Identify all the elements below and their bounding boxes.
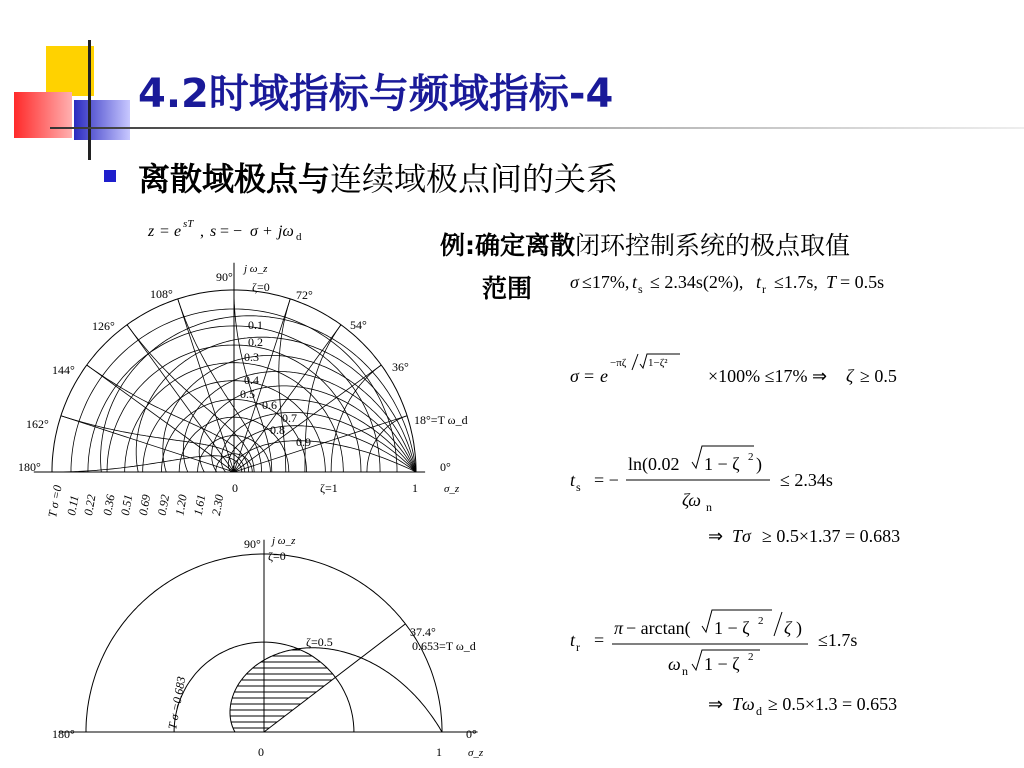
z-plane-grid-chart bbox=[0, 250, 480, 522]
svg-text:≤1.7s: ≤1.7s bbox=[818, 630, 858, 650]
top-tsigma-label: 0.36 bbox=[100, 493, 118, 517]
svg-text:≤ 2.34s: ≤ 2.34s bbox=[780, 470, 833, 490]
bottom-tw-label: 0.653=T ω_d bbox=[412, 639, 476, 653]
top-tsigma-label: 0.22 bbox=[81, 493, 99, 517]
rise-result bbox=[706, 688, 986, 718]
mapping-formula bbox=[146, 214, 366, 244]
top-zeta-04: 0.4 bbox=[244, 373, 259, 387]
svg-text:1 − ζ: 1 − ζ bbox=[704, 654, 740, 674]
svg-text:ζω: ζω bbox=[682, 490, 701, 510]
svg-text:≤17%,: ≤17%, bbox=[582, 272, 630, 292]
svg-text:,: , bbox=[200, 223, 204, 240]
svg-text:Tσ: Tσ bbox=[732, 526, 751, 546]
example-line2: 范围 bbox=[482, 274, 533, 303]
svg-text:ζ: ζ bbox=[784, 618, 792, 638]
svg-text:σ: σ bbox=[570, 272, 579, 292]
top-zeta-06: 0.6 bbox=[262, 398, 277, 412]
top-zeta-03: 0.3 bbox=[244, 350, 259, 364]
top-tsigma-label: 0.51 bbox=[117, 493, 136, 517]
top-angle-72: 72° bbox=[296, 288, 313, 302]
top-angle-108: 108° bbox=[150, 287, 173, 301]
svg-text:Tω: Tω bbox=[732, 694, 755, 714]
bullet-icon bbox=[104, 170, 116, 182]
top-angle-162: 162° bbox=[26, 417, 49, 431]
svg-text:ζ: ζ bbox=[846, 366, 854, 386]
svg-text:t: t bbox=[632, 272, 638, 292]
bottom-radial-line bbox=[264, 624, 405, 732]
top-zeta-02: 0.2 bbox=[248, 335, 263, 349]
top-axis-y: j ω_z bbox=[244, 263, 268, 275]
decor-horizontal-line bbox=[50, 127, 1024, 129]
top-angle-180: 180° bbox=[18, 460, 41, 474]
top-angle-90: 90° bbox=[216, 270, 233, 284]
z-plane-region-chart bbox=[0, 526, 500, 768]
top-axis-x: σ_z bbox=[444, 483, 460, 495]
svg-text:≥ 0.5×1.3 = 0.653: ≥ 0.5×1.3 = 0.653 bbox=[768, 694, 898, 714]
svg-text:=: = bbox=[594, 630, 605, 650]
bottom-angle-374: 37.4° bbox=[410, 625, 436, 639]
svg-text:): ) bbox=[756, 454, 762, 474]
svg-text:−πζ: −πζ bbox=[610, 357, 627, 369]
svg-text:σ: σ bbox=[570, 366, 579, 386]
svg-text:σ: σ bbox=[250, 223, 258, 240]
top-tsigma-label: 0.11 bbox=[64, 494, 82, 517]
top-zeta-07: 0.7 bbox=[282, 411, 297, 425]
svg-text:2: 2 bbox=[758, 615, 764, 627]
svg-text:+: + bbox=[263, 223, 273, 240]
bottom-angle-180: 180° bbox=[52, 727, 75, 741]
decor-vertical-line bbox=[88, 40, 91, 160]
svg-text:r: r bbox=[762, 282, 766, 296]
svg-text:≤1.7s,: ≤1.7s, bbox=[774, 272, 818, 292]
svg-text:jω: jω bbox=[278, 223, 294, 240]
top-tsigma-label: 2.30 bbox=[208, 493, 227, 517]
svg-text:≥ 0.5: ≥ 0.5 bbox=[860, 366, 897, 386]
bottom-origin: 0 bbox=[258, 745, 264, 759]
svg-text:t: t bbox=[756, 272, 762, 292]
svg-text:ω: ω bbox=[668, 654, 681, 674]
svg-text:e: e bbox=[600, 366, 608, 386]
svg-text:×100% ≤17% ⇒: ×100% ≤17% ⇒ bbox=[708, 366, 828, 386]
svg-text:t: t bbox=[570, 470, 576, 490]
bottom-axis-x: σ_z bbox=[468, 747, 484, 759]
top-zeta-0: ζ=0 bbox=[252, 280, 270, 294]
top-tsigma-label: 1.61 bbox=[190, 493, 209, 517]
tsigma-labels bbox=[45, 484, 226, 518]
bottom-angle-90: 90° bbox=[244, 537, 261, 551]
svg-text:t: t bbox=[570, 630, 576, 650]
top-zeta-08: 0.8 bbox=[270, 423, 285, 437]
svg-text:s: s bbox=[210, 223, 217, 240]
top-tsigma-label: T σ =0 bbox=[45, 484, 65, 519]
svg-text:= 0.5s: = 0.5s bbox=[840, 272, 885, 292]
bottom-zeta-05: ζ=0.5 bbox=[306, 635, 333, 649]
bullet-rest: 连续域极点间的关系 bbox=[330, 160, 619, 198]
top-zeta-09: 0.9 bbox=[296, 435, 311, 449]
svg-text:s: s bbox=[638, 282, 643, 296]
top-zeta-05: 0.5 bbox=[240, 387, 255, 401]
svg-text:1−ζ²: 1−ζ² bbox=[648, 357, 668, 369]
rise-formula bbox=[568, 606, 908, 686]
svg-text:≥ 0.5×1.37 = 0.683: ≥ 0.5×1.37 = 0.683 bbox=[762, 526, 901, 546]
top-origin: 0 bbox=[232, 481, 238, 495]
svg-text:=: = bbox=[160, 223, 170, 240]
top-angle-126: 126° bbox=[92, 319, 115, 333]
svg-text:n: n bbox=[706, 500, 712, 514]
svg-text:π: π bbox=[614, 618, 624, 638]
svg-text:r: r bbox=[576, 640, 580, 654]
top-tsigma-label: 0.69 bbox=[135, 493, 154, 517]
decor-blue-square bbox=[74, 100, 130, 140]
svg-text:1 − ζ: 1 − ζ bbox=[704, 454, 740, 474]
example-bold: 例:确定离散 bbox=[440, 231, 575, 260]
svg-text:): ) bbox=[796, 618, 802, 638]
top-zeta-01: 0.1 bbox=[248, 318, 263, 332]
svg-text:e: e bbox=[174, 223, 182, 240]
top-angle-36: 36° bbox=[392, 360, 409, 374]
top-angle-144: 144° bbox=[52, 363, 75, 377]
top-zeta-curve bbox=[233, 441, 416, 472]
svg-text:d: d bbox=[756, 704, 762, 718]
top-angle-54: 54° bbox=[350, 318, 367, 332]
top-one: 1 bbox=[412, 481, 418, 495]
svg-text:s: s bbox=[576, 480, 581, 494]
svg-text:ln(0.02: ln(0.02 bbox=[628, 454, 680, 474]
svg-text:= −: = − bbox=[594, 470, 619, 490]
svg-text:2: 2 bbox=[748, 451, 754, 463]
bottom-zeta-0: ζ=0 bbox=[268, 549, 286, 563]
overshoot-formula bbox=[568, 348, 968, 392]
svg-text:⇒: ⇒ bbox=[708, 694, 724, 714]
bullet-text bbox=[138, 154, 618, 200]
svg-text:≤ 2.34s(2%),: ≤ 2.34s(2%), bbox=[650, 272, 744, 292]
svg-text:sT: sT bbox=[183, 218, 194, 230]
bottom-zeta05-curve bbox=[230, 648, 442, 732]
example-rest: 闭环控制系统的极点取值 bbox=[575, 231, 851, 260]
svg-text:2: 2 bbox=[748, 651, 754, 663]
top-geometry bbox=[34, 263, 425, 472]
top-wn-curve bbox=[52, 456, 242, 472]
top-angle-0: 0° bbox=[440, 460, 451, 474]
svg-text:T: T bbox=[826, 272, 837, 292]
settling-result bbox=[706, 520, 986, 550]
svg-text:− arctan(: − arctan( bbox=[626, 618, 691, 638]
bottom-one: 1 bbox=[436, 745, 442, 759]
page-title: 4.2时域指标与频域指标-4 bbox=[138, 71, 614, 117]
svg-text:n: n bbox=[682, 664, 688, 678]
svg-text:d: d bbox=[296, 231, 302, 243]
bottom-angle-0: 0° bbox=[466, 727, 477, 741]
top-wn-curve bbox=[127, 325, 254, 472]
settling-formula bbox=[568, 440, 868, 520]
top-wn-curve bbox=[279, 299, 290, 472]
top-tsigma-label: 0.92 bbox=[154, 493, 173, 517]
top-angle-18: 18°=T ω_d bbox=[414, 413, 468, 427]
svg-text:z: z bbox=[148, 223, 155, 240]
svg-text:1 − ζ: 1 − ζ bbox=[714, 618, 750, 638]
svg-text:=: = bbox=[584, 366, 595, 386]
bullet-bold: 离散域极点与 bbox=[138, 160, 331, 198]
svg-text:= −: = − bbox=[220, 223, 243, 240]
top-tsigma-label: 1.20 bbox=[172, 493, 190, 517]
svg-text:⇒: ⇒ bbox=[708, 526, 724, 546]
bottom-axis-y: j ω_z bbox=[272, 535, 296, 547]
top-zeta-1: ζ=1 bbox=[320, 481, 338, 495]
bottom-tsigma: T σ =0.683 bbox=[165, 675, 189, 731]
decor-yellow-square bbox=[46, 46, 94, 96]
spec-formula bbox=[568, 266, 988, 296]
decor-red-square bbox=[14, 92, 72, 138]
